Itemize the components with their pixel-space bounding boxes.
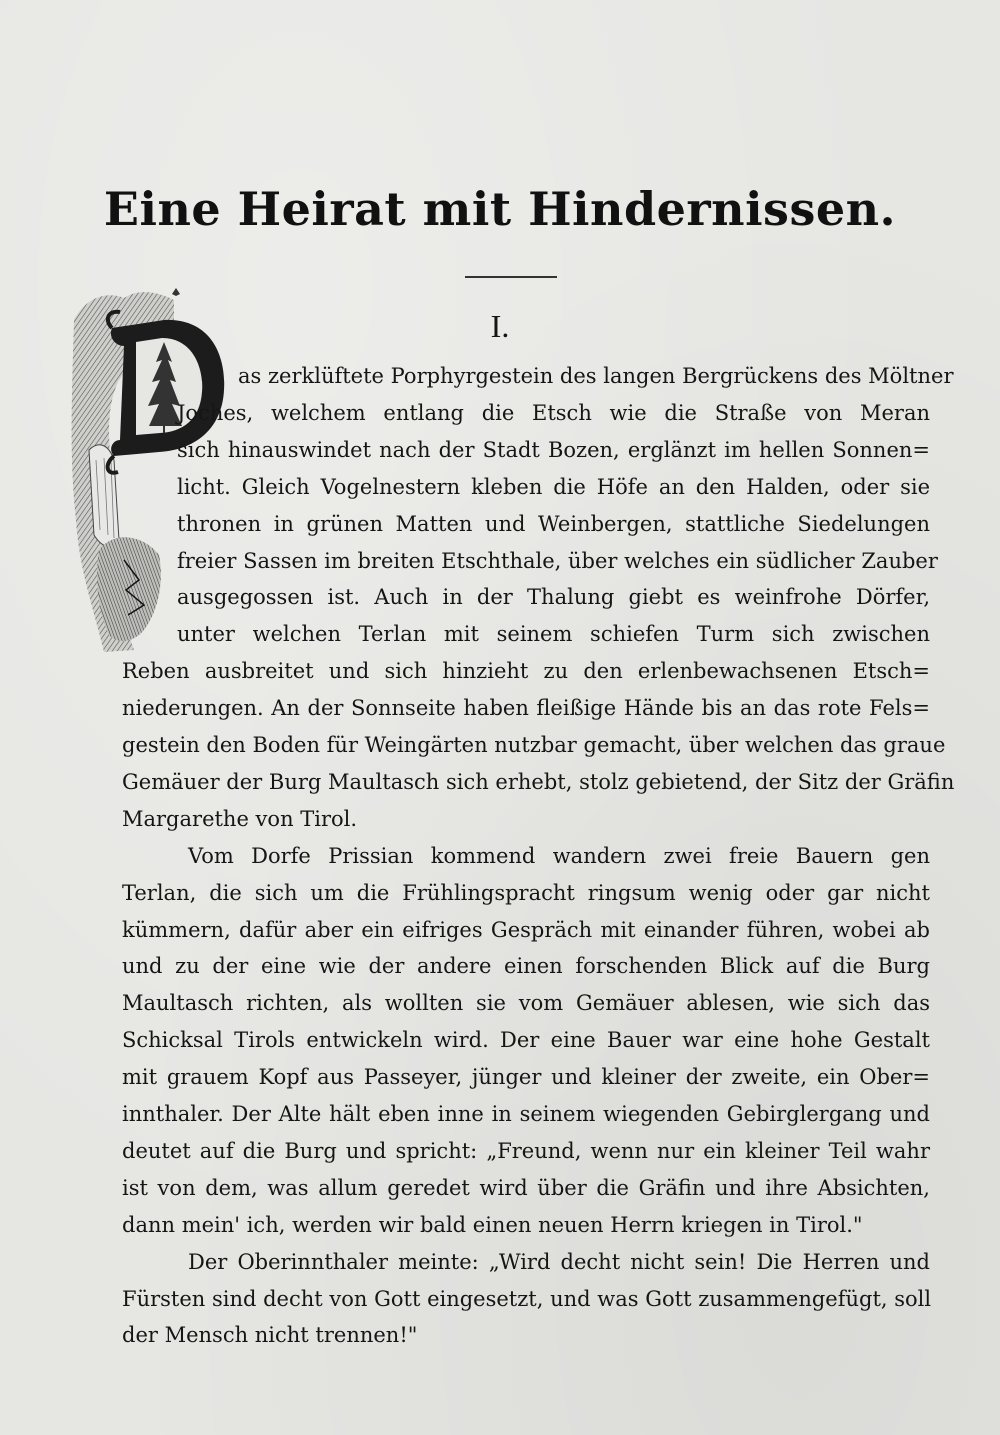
text-line: niederungen. An der Sonnseite haben fleißige Hände bis an das rote Fels= (122, 696, 930, 721)
text-line: Fürsten sind decht von Gott eingesetzt, und was Gott zusammengefügt, soll (122, 1286, 932, 1311)
text-line: dann mein' ich, werden wir bald einen neuen Herrn kriegen in Tirol." (122, 1212, 863, 1237)
text-line: Schicksal Tirols entwickeln wird. Der eine Bauer war eine hohe Gestalt (122, 1028, 930, 1053)
chapter-number: I. (490, 308, 510, 344)
text-line: as zerklüftete Porphyrgestein des langen Bergrückens des Möltner (238, 364, 954, 388)
text-line: freier Sassen im breiten Etschthale, über welches ein südlicher Zauber (177, 548, 938, 573)
text-line: Maultasch richten, als wollten sie vom Gemäuer ablesen, wie sich das (122, 991, 930, 1016)
text-line: ausgegossen ist. Auch in der Thalung giebt es weinfrohe Dörfer, (177, 585, 930, 610)
text-line: Gemäuer der Burg Maultasch sich erhebt, stolz gebietend, der Sitz der Gräfin (122, 769, 955, 794)
text-line: Joches, welchem entlang die Etsch wie die Straße von Meran (177, 400, 930, 425)
page-title: Eine Heirat mit Hindernissen. (103, 182, 897, 236)
text-line: Der Oberinnthaler meinte: „Wird decht nicht sein! Die Herren und (188, 1249, 930, 1274)
text-line: der Mensch nicht trennen!" (122, 1323, 418, 1348)
text-line: sich hinauswindet nach der Stadt Bozen, erglänzt im hellen Sonnen= (177, 437, 930, 462)
text-line: ist von dem, was allum geredet wird über die Gräfin und ihre Absichten, (122, 1175, 930, 1200)
text-line: mit grauem Kopf aus Passeyer, jünger und kleiner der zweite, ein Ober= (122, 1065, 930, 1090)
text-line: und zu der eine wie der andere einen forschenden Blick auf die Burg (122, 954, 930, 979)
text-line: Reben ausbreitet und sich hinzieht zu den erlenbewachsenen Etsch= (122, 659, 930, 684)
text-line: Vom Dorfe Prissian kommend wandern zwei freie Bauern gen (188, 843, 930, 868)
text-line: unter welchen Terlan mit seinem schiefen Turm sich zwischen (177, 622, 930, 647)
text-line: Margarethe von Tirol. (122, 806, 358, 831)
text-line: Terlan, die sich um die Frühlingspracht ringsum wenig oder gar nicht (122, 880, 930, 905)
text-line: kümmern, dafür aber ein eifriges Gespräch mit einander führen, wobei ab (122, 917, 930, 942)
text-line: deutet auf die Burg und spricht: „Freund, wenn nur ein kleiner Teil wahr (122, 1138, 930, 1163)
text-line: innthaler. Der Alte hält eben inne in seinem wiegenden Gebirglergang und (122, 1102, 930, 1126)
text-line: thronen in grünen Matten und Weinbergen, stattliche Siedelungen (177, 511, 930, 536)
text-line: gestein den Boden für Weingärten nutzbar gemacht, über welchen das graue (122, 733, 946, 757)
title-divider (465, 276, 557, 278)
text-line: licht. Gleich Vogelnestern kleben die Höfe an den Halden, oder sie (177, 474, 930, 499)
